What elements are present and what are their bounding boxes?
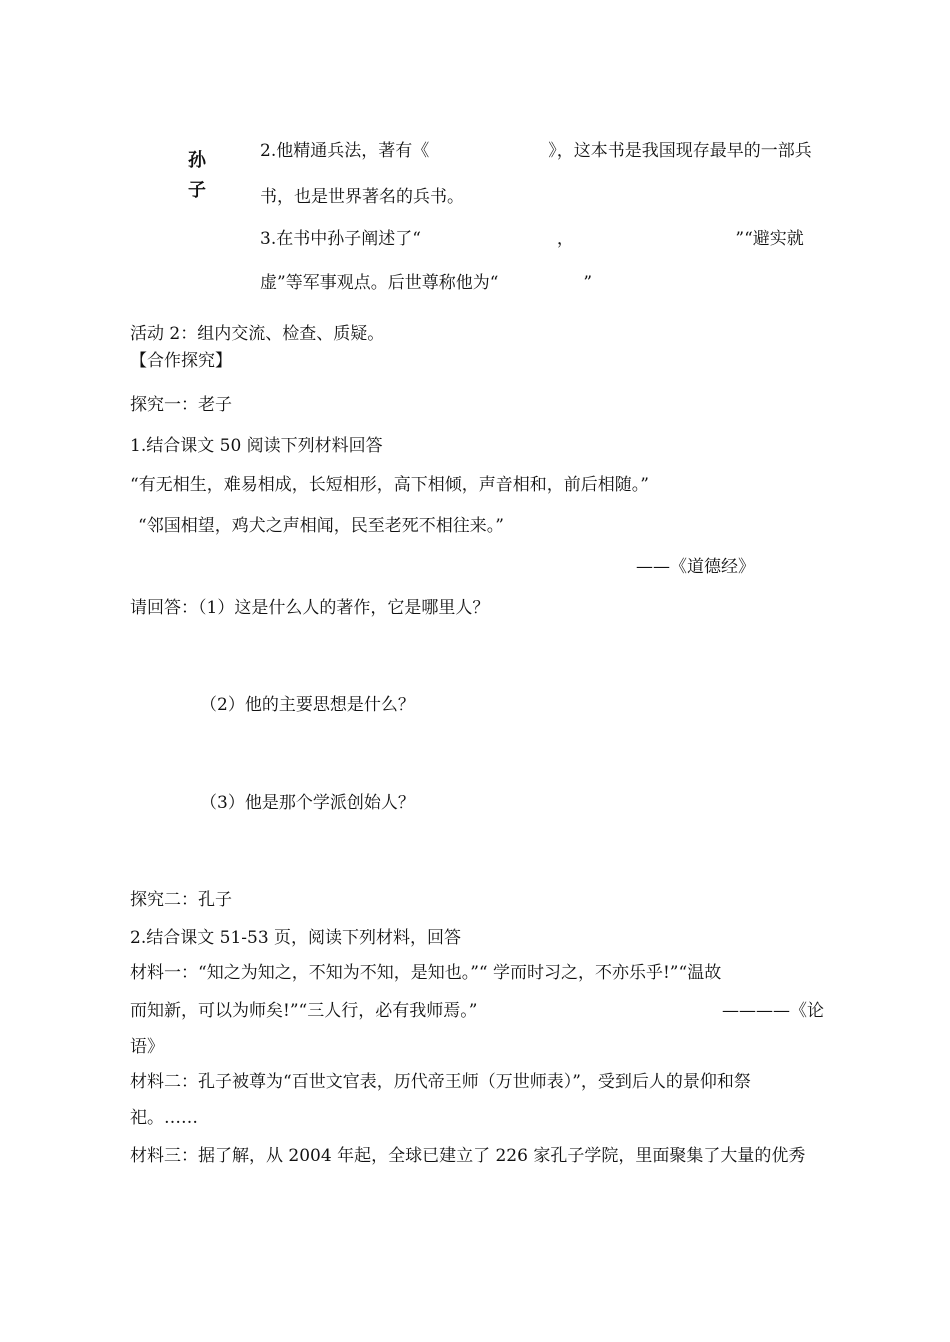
explore-1-quote1: “有无相生，难易相成，长短相形，高下相倾，声音相和，前后相随。”	[130, 475, 649, 495]
explore-1-source: ——《道德经》	[636, 557, 755, 577]
explore-2-prompt: 2.结合课文 51-53 页，阅读下列材料，回答	[130, 928, 462, 948]
section-heading: 【合作探究】	[130, 351, 232, 371]
explore-1-prompt: 1.结合课文 50 阅读下列材料回答	[130, 436, 383, 456]
explore-1-quote2: “邻国相望，鸡犬之声相闻，民至老死不相往来。”	[138, 516, 504, 536]
material-1-line1: 材料一：“知之为知之，不知为不知，是知也。”“ 学而时习之，不亦乐乎!”“温故	[130, 963, 722, 983]
material-1-line2: 而知新，可以为师矣!”“三人行，必有我师焉。”	[130, 1001, 478, 1021]
material-3-line1: 材料三：据了解，从 2004 年起，全球已建立了 226 家孔子学院，里面聚集了大量的优秀	[130, 1146, 806, 1166]
explore-1-question-3: （3）他是那个学派创始人？	[200, 793, 415, 813]
question-3-line2: 虚”等军事观点。后世尊称他为“ ”	[260, 273, 593, 293]
material-2-line1: 材料二：孔子被尊为“百世文官表，历代帝王师（万世师表）”，受到后人的景仰和祭	[130, 1072, 751, 1092]
question-2-line1: 2.他精通兵法，著有《 》，这本书是我国现存最早的一部兵	[260, 141, 812, 161]
activity-2: 活动 2：组内交流、检查、质疑。	[130, 324, 385, 344]
material-2-line2: 祀。……	[130, 1108, 198, 1128]
table-label-char1: 孙	[188, 150, 206, 171]
explore-1-question-2: （2）他的主要思想是什么？	[200, 695, 415, 715]
table-label-char2: 子	[188, 180, 206, 201]
explore-1-title: 探究一：老子	[130, 395, 232, 415]
explore-2-title: 探究二：孔子	[130, 890, 232, 910]
material-1-source: ————《论	[722, 1001, 824, 1021]
material-1-line3: 语》	[130, 1037, 164, 1057]
explore-1-question-1: 请回答：（1）这是什么人的著作，它是哪里人？	[130, 598, 490, 618]
question-3-line1: 3.在书中孙子阐述了“ ， ”“避实就	[260, 229, 804, 249]
question-2-line2: 书，也是世界著名的兵书。	[260, 187, 464, 207]
